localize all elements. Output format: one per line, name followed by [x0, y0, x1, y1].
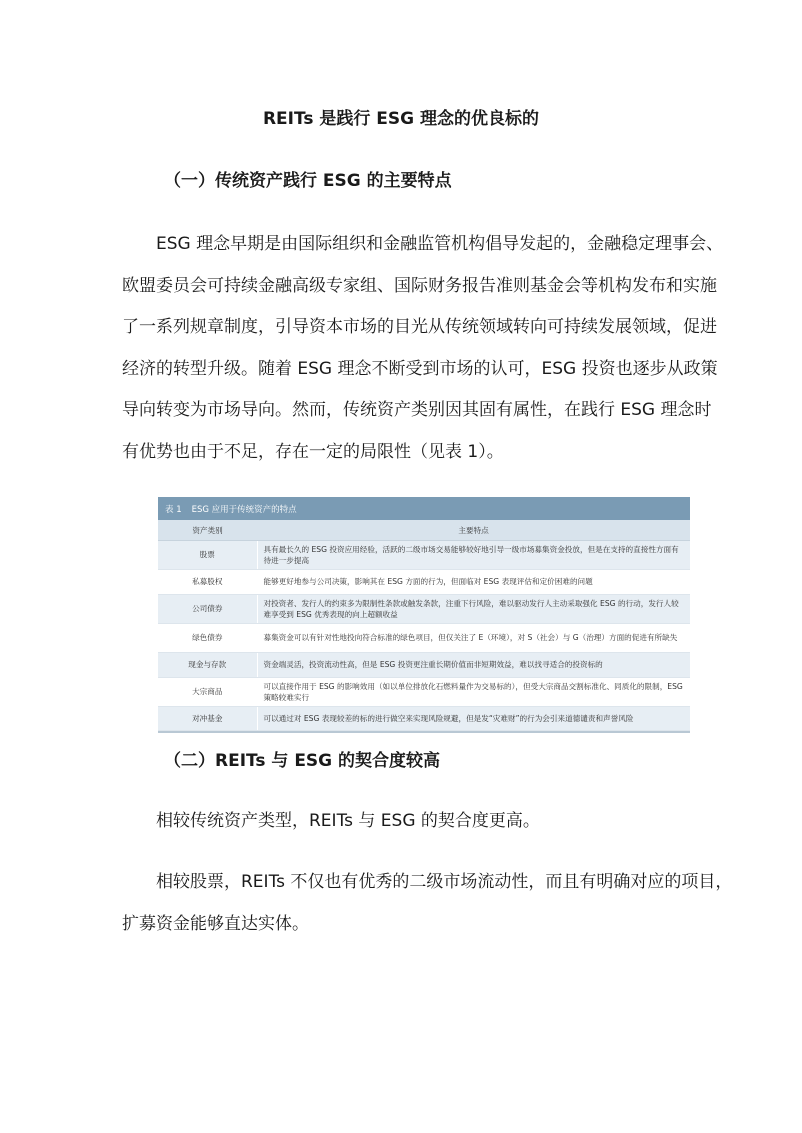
table-cell-category: 现金与存款: [158, 653, 257, 678]
table-header-feature: 主要特点: [257, 520, 690, 541]
table-caption-text: ESG 应用于传统资产的特点: [191, 504, 297, 515]
table-cell-category: 大宗商品: [158, 678, 257, 707]
section-heading-1: （一）传统资产践行 ESG 的主要特点: [164, 171, 452, 191]
section2-paragraph-1: [122, 801, 682, 843]
table-row: [158, 570, 690, 595]
paragraph-line: 相较传统资产类型，REITs 与 ESG 的契合度更高。: [156, 811, 540, 831]
table-cell-feature: 对投资者、发行人的约束多为限制性条款或触发条款，注重下行风险，难以驱动发行人主动采取强化 ESG 的行动，发行人较难享受到 ESG 优秀表现的向上超额收益: [257, 595, 690, 624]
table-bottom-rule: [158, 731, 690, 733]
table-cell-category: 公司债券: [158, 595, 257, 624]
table-caption-number: 表 1: [165, 504, 182, 515]
paragraph-line: 了一系列规章制度，引导资本市场的目光从传统领域转向可持续发展领域，促进: [122, 317, 717, 337]
table-cell-category: 绿色债券: [158, 624, 257, 653]
table-row: [158, 595, 690, 624]
paragraph-line: 有优势也由于不足，存在一定的局限性（见表 1）。: [122, 441, 504, 462]
table-cell-feature: 募集资金可以有针对性地投向符合标准的绿色项目，但仅关注了 E（环境），对 S（社会）与 G（治理）方面的促进有所缺失: [257, 624, 690, 653]
table-header-category: 资产类别: [158, 520, 257, 541]
section-heading-2: （二）REITs 与 ESG 的契合度较高: [164, 751, 441, 771]
table-cell-feature: 可以通过对 ESG 表现较差的标的进行做空来实现风险规避，但是发“灾难财”的行为会引来道德谴责和声誉风险: [257, 707, 690, 731]
page-title: REITs 是践行 ESG 理念的优良标的: [262, 109, 540, 129]
table-row: [158, 653, 690, 678]
paragraph-line: 扩募资金能够直达实体。: [122, 913, 309, 934]
table-row: [158, 707, 690, 731]
table-cell-feature: 资金端灵活，投资流动性高，但是 ESG 投资更注重长期价值而非短期效益，难以找寻适合的投资标的: [257, 653, 690, 678]
esg-table: [158, 520, 690, 731]
table-cell-category: 股票: [158, 541, 257, 570]
table-row: [158, 541, 690, 570]
section1-paragraph: [122, 224, 724, 473]
paragraph-line: 经济的转型升级。随着 ESG 理念不断受到市场的认可，ESG 投资也逐步从政策: [122, 358, 718, 379]
table-row: [158, 678, 690, 707]
table-cell-feature: 可以直接作用于 ESG 的影响效用（如以单位排放化石燃料量作为交易标的），但受大宗商品交割标准化、同质化的限制，ESG 策略较难实行: [257, 678, 690, 707]
paragraph-line: 相较股票，REITs 不仅也有优秀的二级市场流动性，而且有明确对应的项目，: [156, 872, 733, 892]
table-row: [158, 624, 690, 653]
paragraph-line: 导向转变为市场导向。然而，传统资产类别因其固有属性，在践行 ESG 理念时: [122, 400, 712, 420]
paragraph-line: 欧盟委员会可持续金融高级专家组、国际财务报告准则基金会等机构发布和实施: [122, 275, 717, 296]
table-caption: [158, 497, 690, 520]
section2-paragraph-2: [122, 862, 733, 945]
table-figure: [158, 497, 690, 723]
paragraph-line: ESG 理念早期是由国际组织和金融监管机构倡导发起的，金融稳定理事会、: [156, 234, 724, 254]
table-cell-feature: 能够更好地参与公司决策，影响其在 ESG 方面的行为，但面临对 ESG 表现评估和定价困难的问题: [257, 570, 690, 595]
table-cell-feature: 具有最长久的 ESG 投资应用经验，活跃的二级市场交易能够较好地引导一级市场募集资金投放，但是在支持的直接性方面有待进一步提高: [257, 541, 690, 570]
table-cell-category: 对冲基金: [158, 707, 257, 731]
table-cell-category: 私募股权: [158, 570, 257, 595]
